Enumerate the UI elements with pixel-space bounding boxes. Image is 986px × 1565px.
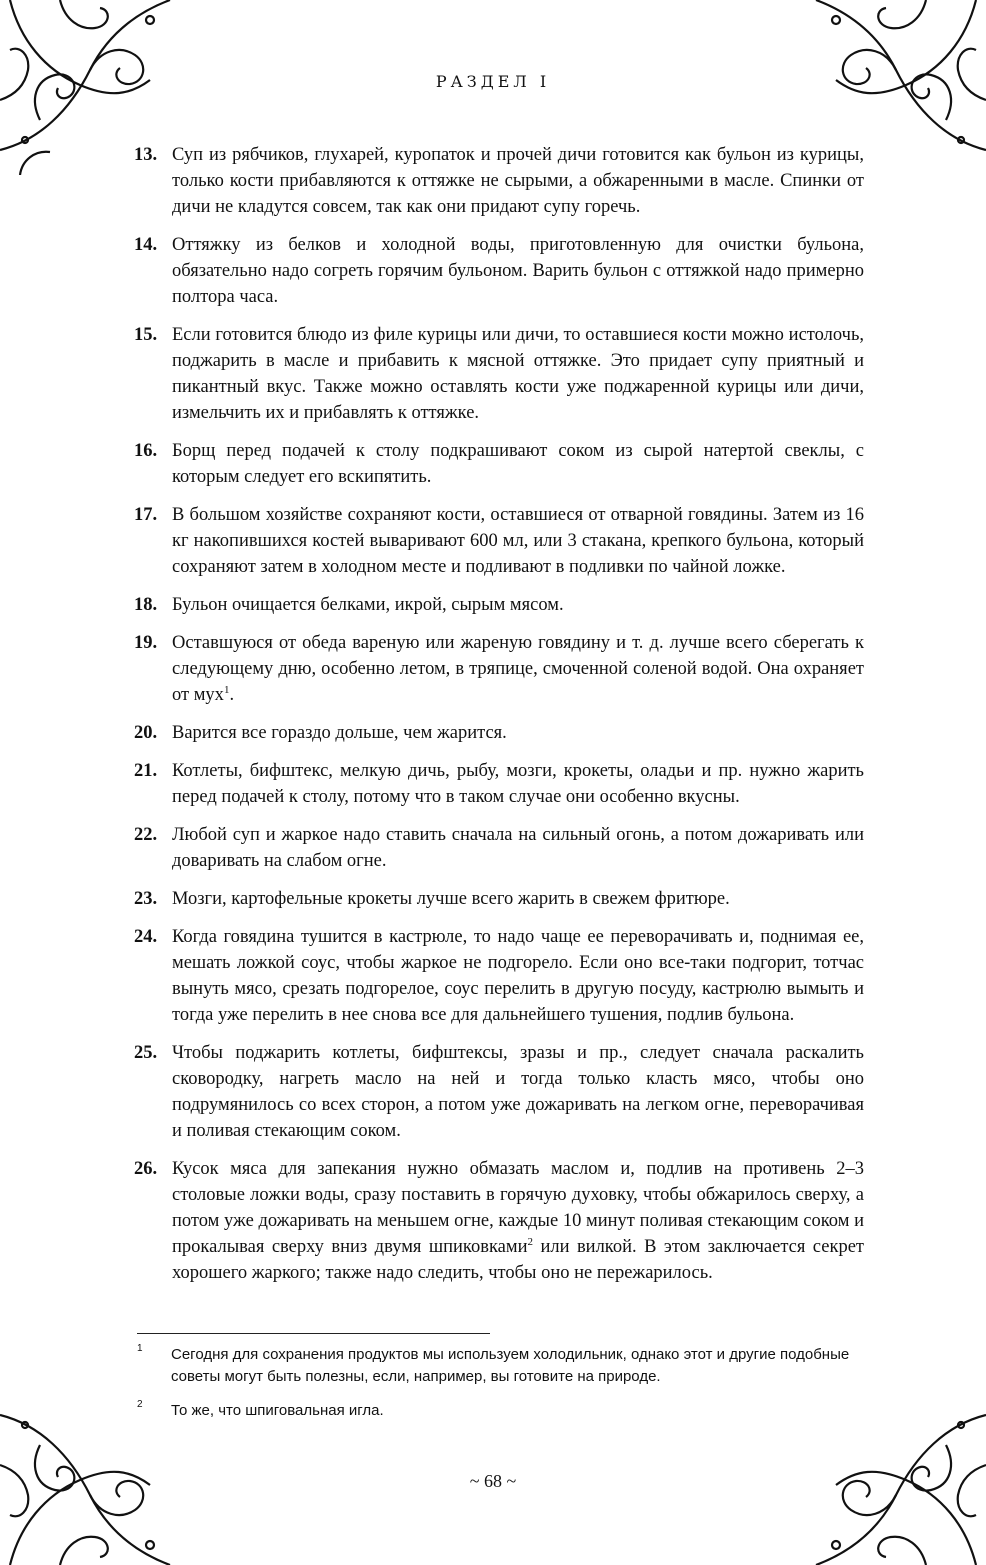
list-item (134, 924, 864, 1028)
list-item (134, 822, 864, 874)
numbered-list (134, 142, 864, 1298)
item-text-after: . (229, 685, 235, 705)
item-number: 15. (134, 325, 158, 345)
item-text: В большом хозяйстве сохраняют кости, оставшиеся от отварной говядины. Затем из 16 кг накопившихся костей вываривают 600 мл, или 3 стакана, крепкого бульона, который сохраняют затем в холодном месте и подливают в подливки по чайной ложке. (172, 505, 864, 577)
list-item (134, 232, 864, 310)
item-text: Оттяжку из белков и холодной воды, приготовленную для очистки бульона, обязательно надо согреть горячим бульоном. Варить бульон с оттяжкой надо примерно полтора часа. (172, 235, 864, 307)
item-text: Когда говядина тушится в кастрюле, то надо чаще ее переворачивать и, поднимая ее, мешать ложкой соус, чтобы жаркое не подгорело. Если оно все-таки подгорит, тотчас вынуть мясо, срезать подгорелое, соус перелить в другую посуду, кастрюлю вымыть и тогда уже перелить в нее снова все для дальнейшего тушения, подлив бульона. (172, 927, 864, 1025)
list-item (134, 886, 864, 912)
list-item (134, 1156, 864, 1286)
footnote (137, 1344, 877, 1388)
item-number: 26. (134, 1159, 158, 1179)
item-number: 14. (134, 235, 158, 255)
list-item (134, 322, 864, 426)
list-item (134, 502, 864, 580)
footnote-ref[interactable]: 2 (527, 1235, 533, 1248)
footnote-text: То же, что шпиговальная игла. (171, 1402, 384, 1419)
item-text: Варится все гораздо дольше, чем жарится. (172, 723, 507, 743)
item-number: 13. (134, 145, 158, 165)
item-text: Кусок мяса для запекания нужно обмазать маслом и, подлив на противень 2–3 столовые ложки воды, сразу поставить в горячую духовку, чтобы обжарилось сверху, а потом уже дожаривать на меньшем огне, каждые 10 минут поливая стекающим соком и прокалывая сверху вниз двумя шпиковками (172, 1159, 864, 1257)
item-text: Если готовится блюдо из филе курицы или дичи, то оставшиеся кости можно истолочь, поджарить в масле и прибавить к мясной оттяжке. Это придает супу приятный и пикантный вкус. Также можно оставлять кости уже поджаренной курицы или дичи, измельчить их и прибавлять к оттяжке. (172, 325, 864, 423)
running-header: РАЗДЕЛ I (435, 72, 551, 91)
item-number: 19. (134, 633, 158, 653)
item-number: 21. (134, 761, 158, 781)
list-item (134, 630, 864, 708)
footnote-number: 1 (137, 1343, 143, 1354)
list-item (134, 720, 864, 746)
item-number: 17. (134, 505, 158, 525)
item-number: 25. (134, 1043, 158, 1063)
item-number: 24. (134, 927, 158, 947)
footnote-text: Сегодня для сохранения продуктов мы используем холодильник, однако этот и другие подобные советы могут быть полезны, если, например, вы готовите на природе. (171, 1346, 850, 1385)
item-text: Оставшуюся от обеда вареную или жареную говядину и т. д. лучше всего сберегать к следующему дню, особенно летом, в тряпице, смоченной соленой водой. Она охраняет от мух (172, 633, 864, 705)
item-number: 20. (134, 723, 158, 743)
item-number: 16. (134, 441, 158, 461)
item-text-after: или вилкой. В этом заключается секрет хорошего жаркого; также надо следить, чтобы оно не пережарилось. (172, 1237, 864, 1283)
list-item (134, 142, 864, 220)
footnote-ref[interactable]: 1 (223, 683, 230, 696)
item-text: Мозги, картофельные крокеты лучше всего жарить в свежем фритюре. (172, 889, 730, 909)
item-text: Котлеты, бифштекс, мелкую дичь, рыбу, мозги, крокеты, оладьи и пр. нужно жарить перед подачей к столу, потому что в таком случае они особенно вкусны. (172, 761, 864, 807)
item-text: Чтобы поджарить котлеты, бифштексы, зразы и пр., следует сначала раскалить сковородку, нагреть масло на ней и тогда только класть мясо, чтобы оно подрумянилось со всех сторон, а потом уже дожаривать на легком огне, переворачивая и поливая стекающим соком. (172, 1043, 864, 1141)
item-text: Борщ перед подачей к столу подкрашивают соком из сырой натертой свеклы, с которым следует его вскипятить. (172, 441, 864, 487)
footnote-number: 2 (137, 1399, 143, 1410)
list-item (134, 592, 864, 618)
footnotes (137, 1344, 877, 1434)
item-text: Любой суп и жаркое надо ставить сначала на сильный огонь, а потом дожаривать или доваривать на слабом огне. (172, 825, 864, 871)
item-number: 22. (134, 825, 158, 845)
item-text: Суп из рябчиков, глухарей, куропаток и прочей дичи готовится как бульон из курицы, только кости прибавляются к оттяжке не сырыми, а обжаренными в масле. Спинки от дичи не кладутся совсем, так как они придают супу горечь. (172, 145, 864, 217)
item-number: 18. (134, 595, 158, 615)
list-item (134, 1040, 864, 1144)
item-number: 23. (134, 889, 158, 909)
page-number: ~ 68 ~ (469, 1471, 517, 1491)
item-text: Бульон очищается белками, икрой, сырым мясом. (172, 595, 564, 615)
list-item (134, 438, 864, 490)
list-item (134, 758, 864, 810)
footnote-divider (137, 1333, 490, 1334)
footnote (137, 1400, 877, 1422)
